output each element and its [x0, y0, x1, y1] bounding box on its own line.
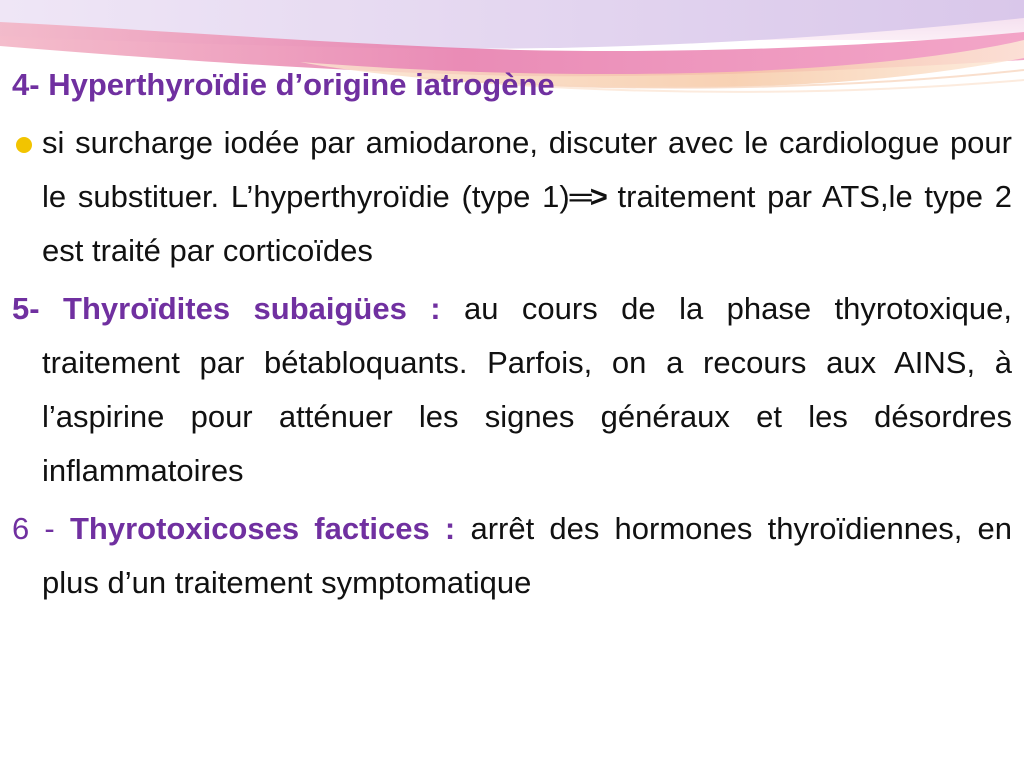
- section-item-5: [12, 282, 1012, 498]
- slide-content: [12, 58, 1012, 610]
- item-number: 6 -: [12, 511, 55, 546]
- item-title: Thyrotoxicoses factices :: [69, 511, 456, 546]
- item-text: arrêt des hormones thyroïdiennes, en plus d’un traitement symptomatique: [42, 511, 1012, 600]
- section-number: 4-: [12, 67, 40, 102]
- double-arrow-icon: ═>: [569, 179, 606, 214]
- item-number: 5-: [12, 291, 40, 326]
- section-title: Hyperthyroïdie d’origine iatrogène: [48, 67, 555, 102]
- item-title: Thyroïdites subaigües :: [63, 291, 441, 326]
- bullet-dot-icon: [16, 137, 32, 153]
- section-item-6: [12, 502, 1012, 610]
- bullet-text-part1: si surcharge iodée par amiodarone, discuter avec le cardiologue pour le substituer. L’hyperthyroïdie (type 1): [42, 125, 1012, 214]
- item-text: au cours de la phase thyrotoxique, traitement par bétabloquants. Parfois, on a recours aux AINS, à l’aspirine pour atténuer les signes généraux et les désordres inflammatoires: [42, 291, 1012, 488]
- section-heading-4: [12, 58, 1012, 112]
- bullet-item-amiodarone: [12, 116, 1012, 278]
- bullet-text-part2: traitement par ATS,le type 2 est traité par corticoïdes: [42, 179, 1012, 268]
